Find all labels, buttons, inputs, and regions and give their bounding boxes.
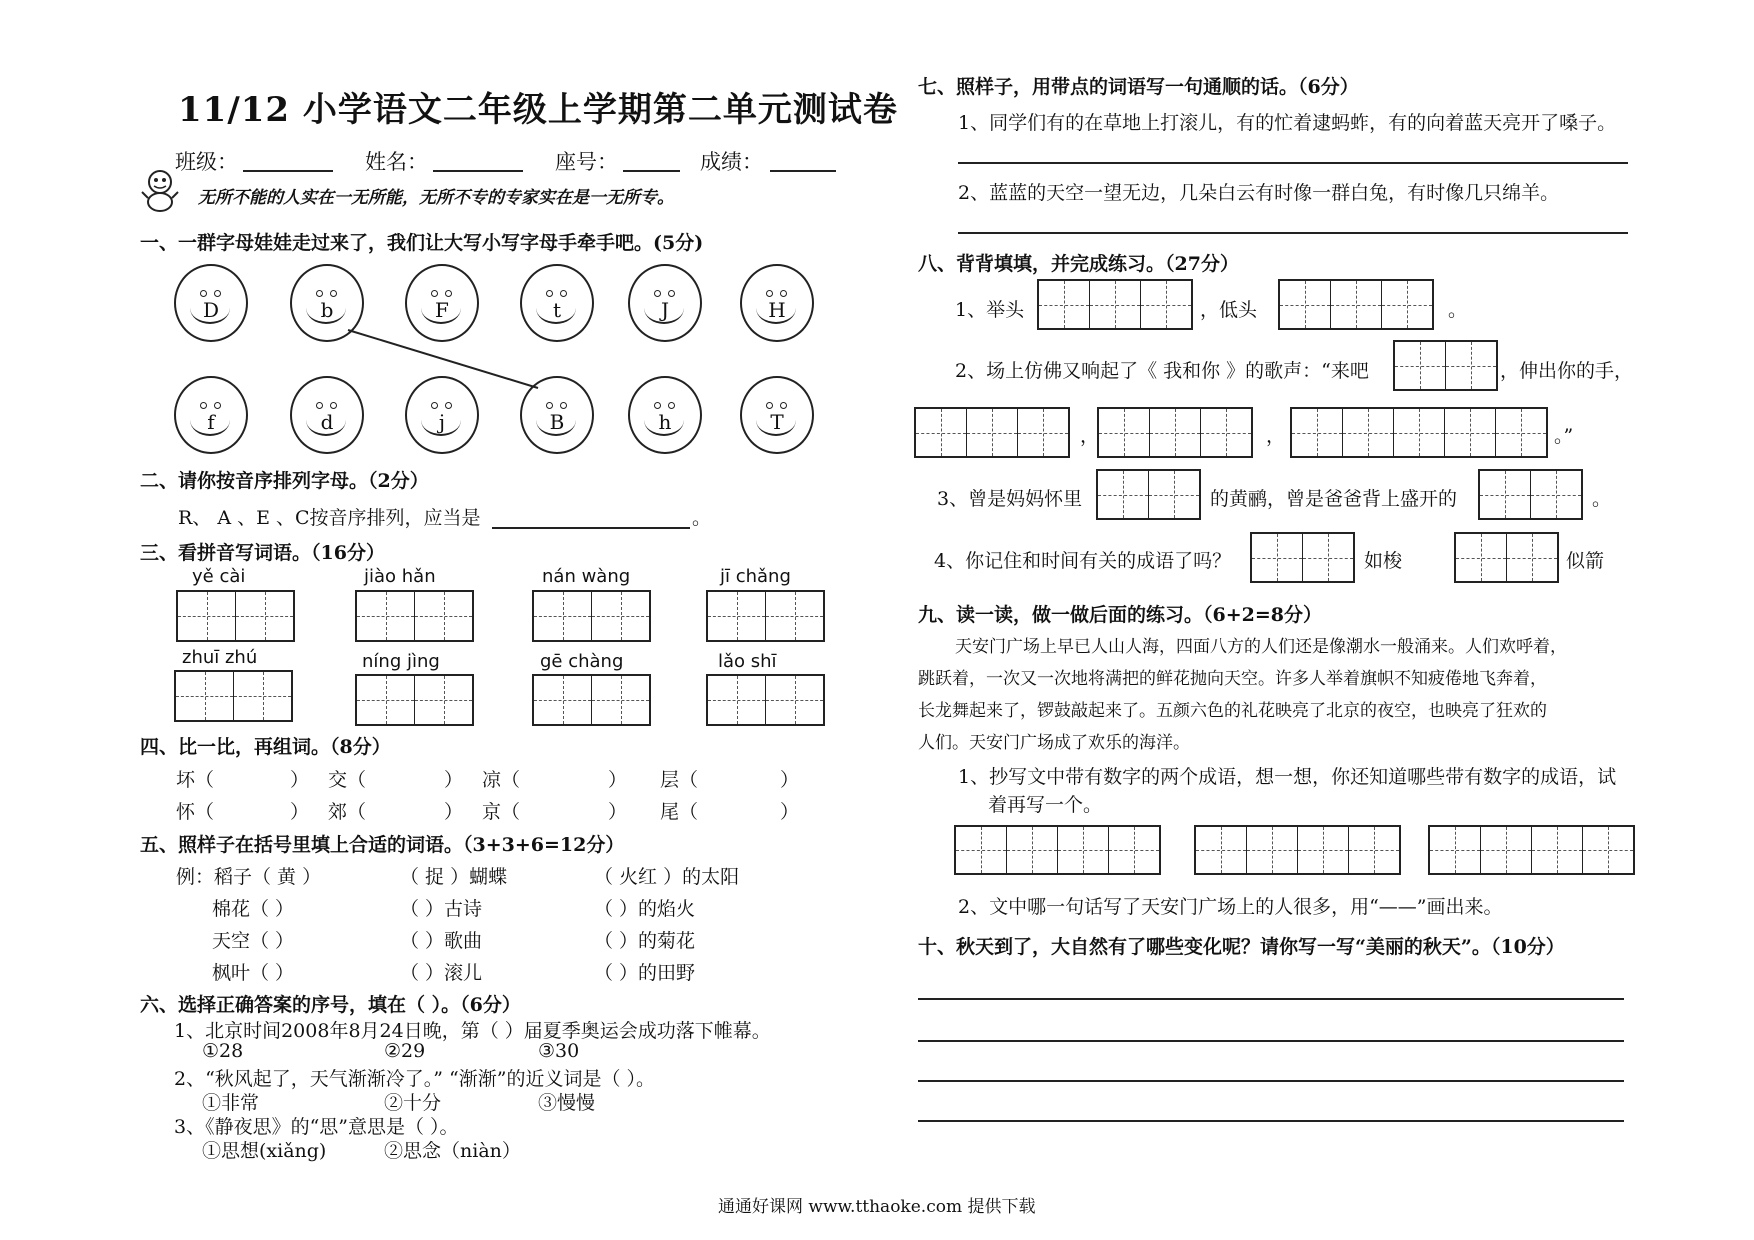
letter: H (768, 298, 786, 322)
letter: F (435, 298, 449, 322)
s9-passage-line: 人们。天安门广场成了欢乐的海洋。 (918, 733, 1190, 753)
char-grid[interactable] (914, 407, 1070, 458)
pinyin: níng jìng (362, 651, 440, 672)
s6-q3: 3、《静夜思》的“思”意思是（ ）。 (174, 1116, 459, 1138)
letter: J (660, 298, 670, 322)
char-grid[interactable] (1096, 469, 1201, 520)
s8-q2b: ，伸出你的手， (1500, 360, 1634, 382)
s6-option[interactable]: ①非常 (202, 1092, 260, 1114)
s9-passage-line: 长龙舞起来了，锣鼓敲起来了。五颜六色的礼花映亮了北京的夜空，也映亮了狂欢的 (918, 701, 1547, 721)
s4-item: 京（ (482, 801, 521, 823)
s4-item: ） (290, 769, 310, 791)
pinyin: gē chàng (540, 651, 624, 672)
s9-q1a: 1、抄写文中带有数字的两个成语，想一想，你还知道哪些带有数字的成语，试 (958, 766, 1617, 788)
char-grid[interactable] (1428, 825, 1635, 875)
s4-item: 郊（ (328, 801, 367, 823)
char-grid[interactable] (1097, 407, 1253, 458)
s10-answer-line[interactable] (918, 998, 1624, 1000)
s7-heading: 七、照样子，用带点的词语写一句通顺的话。（6分） (918, 76, 1359, 98)
char-grid[interactable] (706, 590, 825, 642)
s2-answer-blank[interactable] (492, 527, 690, 529)
char-grid[interactable] (706, 674, 825, 726)
footer-credit: 通通好课网 www.tthaoke.com 提供下载 (718, 1197, 1036, 1217)
char-grid[interactable] (1290, 407, 1548, 458)
char-grid[interactable] (1393, 340, 1498, 391)
s8-comma: ， (1266, 425, 1286, 447)
letter: d (320, 410, 334, 434)
s8-q4a: 4、你记住和时间有关的成语了吗？ (934, 550, 1232, 572)
s5-item: （ ）的田野 (594, 962, 696, 984)
s9-passage-line: 跳跃着，一次又一次地将满把的鲜花抛向天空。许多人举着旗帜不知疲倦地飞奔着， (918, 669, 1547, 689)
s10-heading: 十、秋天到了，大自然有了哪些变化呢？请你写一写“美丽的秋天”。（10分） (918, 936, 1565, 958)
pinyin: lǎo shī (718, 651, 777, 672)
s8-heading: 八、背背填填，并完成练习。（27分） (918, 253, 1239, 275)
pinyin: nán wàng (542, 566, 631, 587)
pinyin: yě cài (192, 566, 246, 587)
s8-q3b: 的黄鹂，曾是爸爸背上盛开的 (1210, 488, 1458, 510)
s5-item: 例：稻子（ 黄 ） (176, 866, 322, 888)
char-grid[interactable] (532, 590, 651, 642)
s4-item: ） (780, 801, 800, 823)
s2-heading: 二、请你按音序排列字母。（2分） (140, 470, 429, 492)
char-grid[interactable] (1194, 825, 1401, 875)
page-title: 11/12 小学语文二年级上学期第二单元测试卷 (178, 90, 898, 130)
s5-item: （ ）的菊花 (594, 930, 696, 952)
s4-heading: 四、比一比，再组词。（8分） (140, 736, 391, 758)
char-grid[interactable] (355, 674, 474, 726)
s7-answer-line-2[interactable] (958, 232, 1628, 234)
class-label: 班级： (175, 150, 238, 174)
char-grid[interactable] (954, 825, 1161, 875)
s4-item: ） (444, 769, 464, 791)
char-grid[interactable] (176, 590, 295, 642)
char-grid[interactable] (1037, 279, 1193, 330)
s5-item: 枫叶（ ） (212, 962, 295, 984)
s7-q1: 1、同学们有的在草地上打滚儿，有的忙着逮蚂蚱，有的向着蓝天亮开了嗓子。 (958, 112, 1617, 134)
s9-q1b: 着再写一个。 (988, 794, 1103, 816)
s8-q2end: 。” (1554, 425, 1574, 447)
s3-heading: 三、看拼音写词语。（16分） (140, 542, 385, 564)
s8-comma: ， (1080, 425, 1100, 447)
s8-q1b: ，低头 (1200, 299, 1258, 321)
char-grid[interactable] (174, 670, 293, 722)
s6-q1: 1、北京时间2008年8月24日晚，第（ ）届夏季奥运会成功落下帷幕。 (174, 1020, 771, 1042)
s4-item: 怀（ (176, 801, 215, 823)
s8-q1c: 。 (1448, 299, 1468, 321)
pinyin: jī chǎng (720, 566, 791, 587)
letter: h (658, 410, 672, 434)
s8-q2a: 2、场上仿佛又响起了《 我和你 》的歌声：“来吧 (955, 360, 1369, 382)
s5-item: 棉花（ ） (212, 898, 295, 920)
s8-q1a: 1、举头 (955, 299, 1025, 321)
letter: B (549, 410, 565, 434)
s6-heading: 六、选择正确答案的序号，填在（ ）。（6分） (140, 994, 521, 1016)
s4-item: ） (780, 769, 800, 791)
s10-answer-line[interactable] (918, 1080, 1624, 1082)
s8-q4b: 如梭 (1364, 550, 1403, 572)
s2-question: R、 A 、E 、C按音序排列，应当是 (178, 507, 481, 529)
s4-item: 坏（ (176, 769, 215, 791)
s4-item: 层（ (660, 769, 699, 791)
s6-option[interactable]: ①思想(xiǎng) (202, 1140, 327, 1162)
s2-end: 。 (692, 507, 712, 529)
s6-option[interactable]: ②29 (384, 1040, 426, 1062)
s4-item: ） (290, 801, 310, 823)
s6-option[interactable]: ③慢慢 (538, 1092, 596, 1114)
s5-item: 天空（ ） (212, 930, 295, 952)
example-connector-line (0, 0, 900, 460)
score-label: 成绩： (700, 150, 763, 174)
s4-item: 尾（ (660, 801, 699, 823)
s7-answer-line-1[interactable] (958, 162, 1628, 164)
s4-item: ） (608, 801, 628, 823)
s6-option[interactable]: ①28 (202, 1040, 244, 1062)
letter: f (207, 410, 215, 434)
s5-item: （ ）的焰火 (594, 898, 696, 920)
s6-q2: 2、“秋风起了，天气渐渐冷了。” “渐渐”的近义词是（ ）。 (174, 1068, 656, 1090)
s4-item: 交（ (328, 769, 367, 791)
name-label: 姓名： (365, 150, 428, 174)
s9-heading: 九、读一读，做一做后面的练习。（6+2=8分） (918, 604, 1323, 626)
seat-label: 座号： (555, 150, 618, 174)
pinyin: zhuī zhú (182, 647, 258, 668)
s10-answer-line[interactable] (918, 1120, 1624, 1122)
char-grid[interactable] (1478, 469, 1583, 520)
s5-item: （ ）滚儿 (400, 962, 483, 984)
s5-heading: 五、照样子在括号里填上合适的词语。（3+3+6=12分） (140, 834, 625, 856)
char-grid[interactable] (355, 590, 474, 642)
s5-item: （ 火红 ）的太阳 (594, 866, 740, 888)
letter: t (552, 298, 562, 322)
s9-passage-line: 天安门广场上早已人山人海，四面八方的人们还是像潮水一般涌来。人们欢呼着， (955, 637, 1567, 657)
s10-answer-line[interactable] (918, 1040, 1624, 1042)
s7-q2: 2、蓝蓝的天空一望无边，几朵白云有时像一群白兔，有时像几只绵羊。 (958, 182, 1560, 204)
s8-q3a: 3、曾是妈妈怀里 (937, 488, 1083, 510)
char-grid[interactable] (1454, 532, 1559, 583)
s4-item: ） (444, 801, 464, 823)
s8-q4c: 似箭 (1566, 550, 1605, 572)
letter: j (438, 410, 446, 434)
letter: T (770, 410, 784, 434)
pinyin: jiào hǎn (364, 566, 436, 587)
s6-option[interactable]: ③30 (538, 1040, 580, 1062)
s6-option[interactable]: ②十分 (384, 1092, 442, 1114)
s9-q2: 2、文中哪一句话写了天安门广场上的人很多，用“——”画出来。 (958, 896, 1503, 918)
s8-q3c: 。 (1592, 488, 1612, 510)
motto: 无所不能的人实在一无所能，无所不专的专家实在是一无所专。 (198, 188, 674, 208)
s1-heading: 一、一群字母娃娃走过来了，我们让大写小写字母手牵手吧。(5分) (140, 232, 704, 254)
char-grid[interactable] (1278, 279, 1434, 330)
char-grid[interactable] (1250, 532, 1355, 583)
letter: b (320, 298, 334, 322)
s4-item: 凉（ (482, 769, 521, 791)
s6-option[interactable]: ②思念（niàn） (384, 1140, 521, 1162)
char-grid[interactable] (532, 674, 651, 726)
s5-item: （ 捉 ）蝴蝶 (400, 866, 508, 888)
s5-item: （ ）歌曲 (400, 930, 483, 952)
letter: D (202, 298, 220, 322)
s4-item: ） (608, 769, 628, 791)
s5-item: （ ）古诗 (400, 898, 483, 920)
